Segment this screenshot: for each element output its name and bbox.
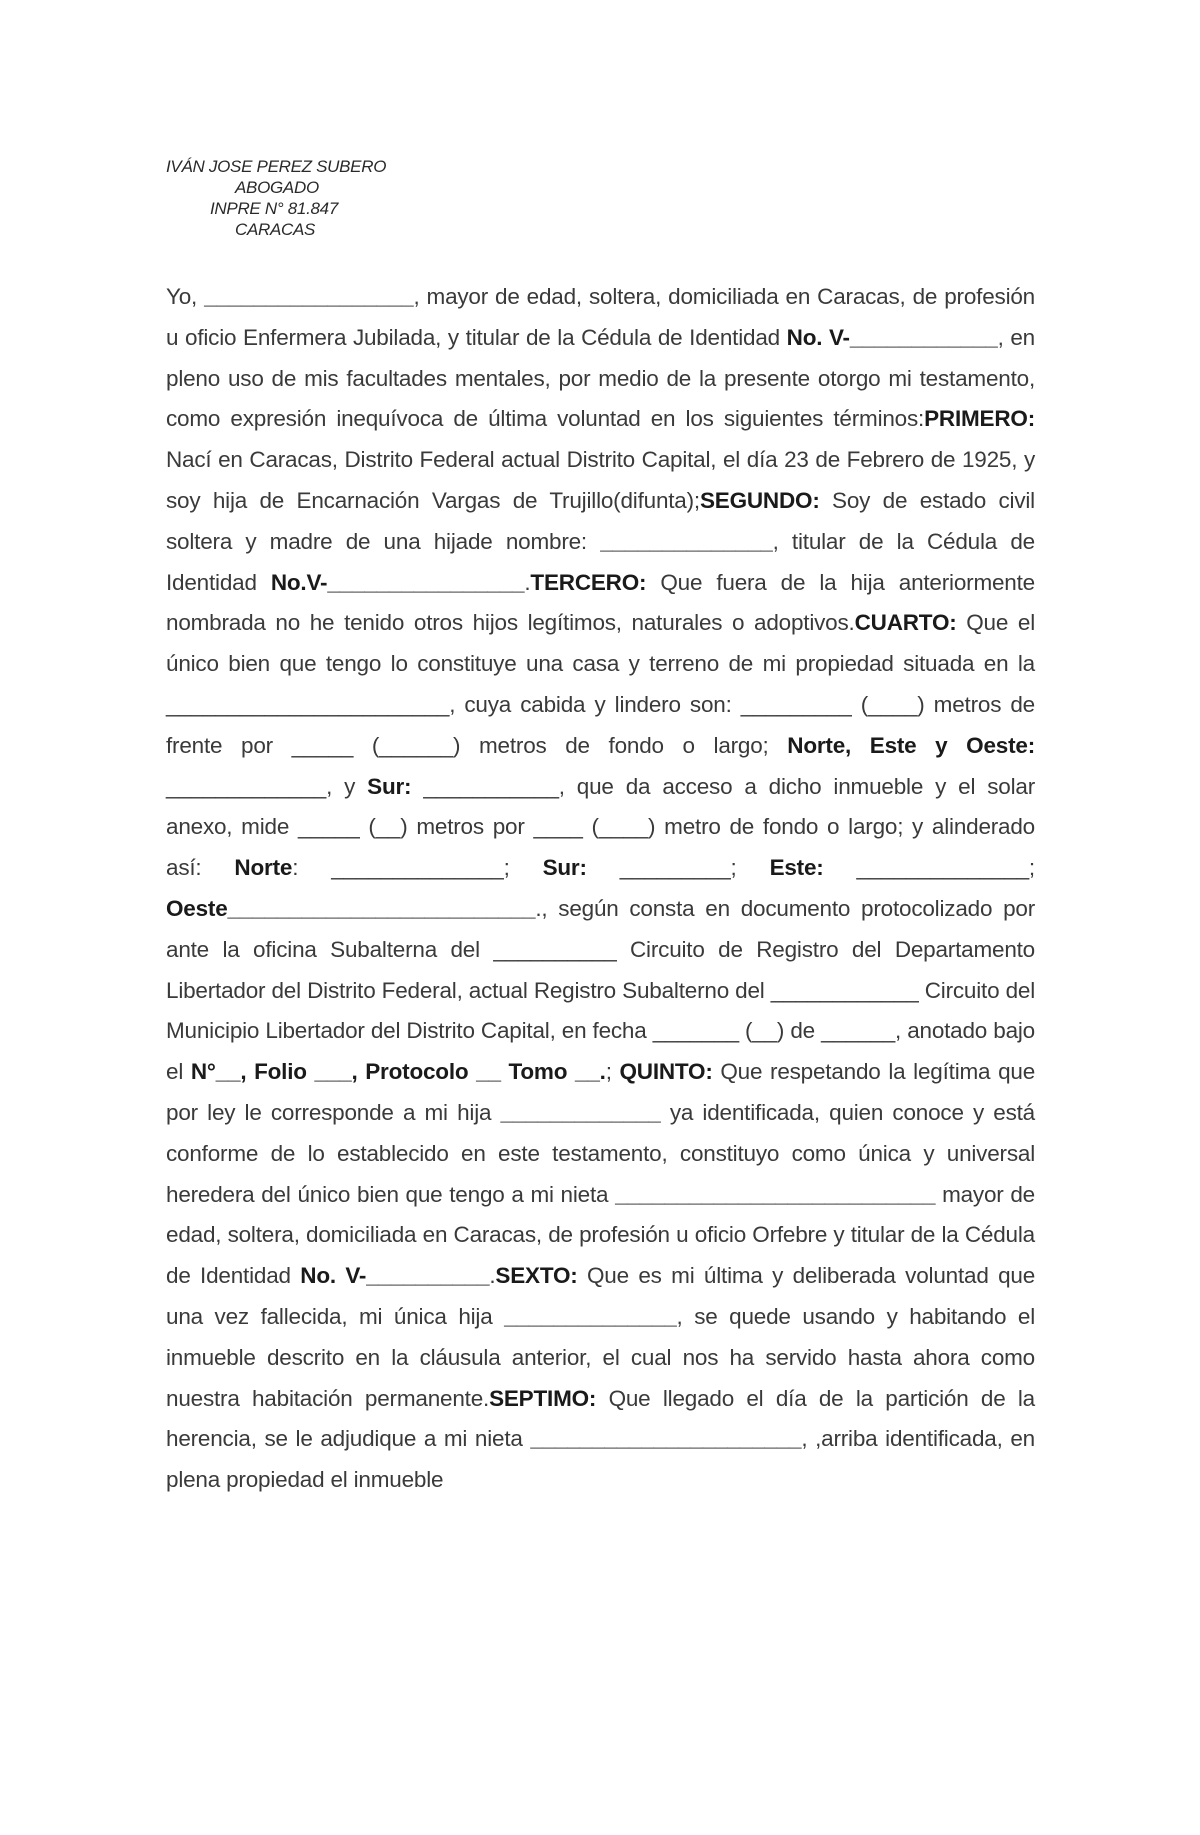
bold-text-segment: SEXTO: <box>495 1263 578 1289</box>
bold-text-segment: N°__, Folio ___, Protocolo __ Tomo __. <box>190 1059 606 1085</box>
text-segment: , mayor de edad, soltera, domiciliada en Caracas, de profesión u oficio Enfermera Jubilada, y titular de la Cédula de Identidad <box>166 284 1035 350</box>
lawyer-name: IVÁN JOSE PEREZ SUBERO <box>166 157 387 176</box>
bold-text-segment: _________________ <box>204 284 414 309</box>
bold-text-segment: SEGUNDO: <box>699 487 820 513</box>
text-segment: mayor de edad, soltera, domiciliada en Caracas, de profesión u oficio Orfebre y titular de la Cédula de Identidad <box>166 1181 1035 1289</box>
text-segment: ya identificada, quien conoce y está conforme de lo establecido en este testamento, constituyo como única y universal heredera del único bien que tengo a mi nieta <box>166 1099 1035 1207</box>
text-segment: Soy de estado civil soltera y madre de una hijade nombre: <box>166 487 1035 554</box>
text-segment: Que llegado el día de la partición de la herencia, se le adjudique a mi nieta <box>166 1385 1035 1452</box>
text-segment: ; <box>605 1059 620 1085</box>
text-segment: , se quede usando y habitando el inmueble descrito en la cláusula anterior, el cual nos ha servido hasta ahora como nuestra habitación permanente. <box>166 1303 1035 1411</box>
text-segment: ___________, que da acceso a dicho inmueble y el solar anexo, mide _____ (__) metros por ____ (____) metro de fondo o largo; y alinderado así: <box>166 773 1035 881</box>
text-segment: _________; <box>586 855 770 881</box>
bold-text-segment: PRIMERO: <box>924 406 1035 432</box>
bold-text-segment: _____________ <box>500 1099 661 1125</box>
text-segment: : ______________; <box>292 855 543 881</box>
text-segment: Nací en Caracas, Distrito Federal actual Distrito Capital, el día 23 de Febrero de 1925, y soy hija de Encarnación Vargas de Trujillo(difunta); <box>166 447 1035 513</box>
city: CARACAS <box>235 220 316 239</box>
text-segment: Que respetando la legítima que por ley le corresponde a mi hija <box>166 1059 1036 1125</box>
lawyer-title: ABOGADO <box>235 178 319 197</box>
text-segment: , en pleno uso de mis facultades mentales, por medio de la presente otorgo mi testamento, como expresión inequívoca de última voluntad en los siguientes términos: <box>166 324 1035 432</box>
text-segment: ______________; <box>823 855 1035 881</box>
bold-text-segment: ______________ <box>504 1303 677 1329</box>
text-segment: Que el único bien que tengo lo constituye una casa y terreno de mi propiedad situada en la _______________________, cuya cabida y lindero son: _________ (____) metros de frente por _____ (______) metros de fondo o largo; <box>166 610 1035 758</box>
letterhead <box>166 156 486 240</box>
text-segment: . <box>524 569 531 595</box>
bold-text-segment: Este: <box>769 855 824 881</box>
text-segment: , titular de la Cédula de Identidad <box>166 528 1035 595</box>
text-segment: Que es mi última y deliberada voluntad que una vez fallecida, mi única hija <box>166 1263 1036 1329</box>
inpre-number: INPRE N° 81.847 <box>210 199 338 218</box>
bold-text-segment: CUARTO: <box>854 610 957 636</box>
text-segment: . <box>489 1263 496 1289</box>
text-segment: , ,arriba identificada, en plena propiedad el inmueble <box>166 1426 1035 1493</box>
text-segment: _____________, y <box>166 773 368 799</box>
bold-text-segment: Sur: <box>367 773 412 799</box>
text-segment: Que fuera de la hija anteriormente nombrada no he tenido otros hijos legítimos, naturales o adoptivos. <box>166 569 1035 636</box>
text-segment: ., según consta en documento protocolizado por ante la oficina Subalterna del __________ Circuito de Registro del Departamento Libertador del Distrito Federal, actual Registro Subalterno del ____________ Circuito del Municipio Libertador del Distrito Capital, en fecha _______ (__) de ______, anotado bajo el <box>166 895 1035 1085</box>
bold-text-segment: Norte, Este y Oeste: <box>787 732 1035 758</box>
bold-text-segment: No.V-________________ <box>270 569 525 595</box>
bold-text-segment: Sur: <box>542 855 587 881</box>
bold-text-segment: ______________ <box>600 528 773 554</box>
bold-text-segment: No. V-____________ <box>786 324 998 350</box>
testament-body <box>166 277 1035 1501</box>
bold-text-segment: __________________________ <box>615 1181 936 1207</box>
bold-text-segment: SEPTIMO: <box>489 1385 597 1411</box>
bold-text-segment: QUINTO: <box>619 1059 713 1085</box>
bold-text-segment: ______________________ <box>530 1426 802 1452</box>
bold-text-segment: No. V-__________ <box>300 1263 490 1289</box>
bold-text-segment: TERCERO: <box>530 569 647 595</box>
bold-text-segment: Norte <box>234 855 293 881</box>
bold-text-segment: Oeste_________________________ <box>166 895 536 921</box>
text-segment: Yo, <box>166 284 205 309</box>
